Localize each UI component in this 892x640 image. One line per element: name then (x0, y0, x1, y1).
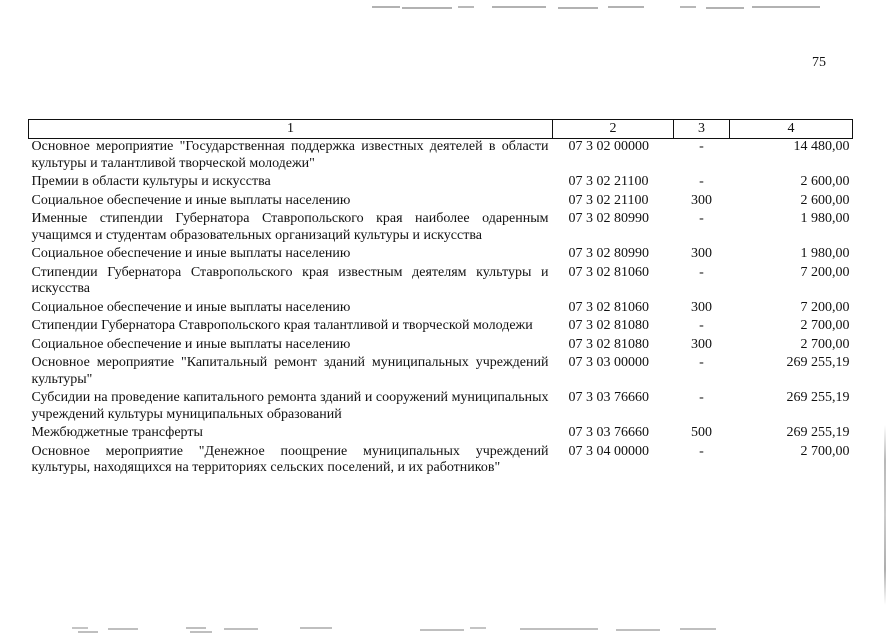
row-amount: 1 980,00 (800, 211, 850, 226)
row-amount: 2 700,00 (800, 318, 850, 333)
table-row (29, 174, 853, 193)
row-code: 07 3 02 81060 (568, 264, 649, 280)
row-type: - (699, 390, 704, 405)
row-type: 300 (691, 246, 712, 261)
row-type: - (699, 318, 704, 333)
budget-table (28, 119, 853, 479)
row-code: 07 3 02 81060 (568, 299, 649, 315)
table-row (29, 337, 853, 356)
row-name: Социальное обеспечение и иные выплаты населению (31, 336, 351, 352)
row-name: Социальное обеспечение и иные выплаты населению (31, 246, 351, 261)
row-type: - (699, 174, 704, 189)
row-name: Основное мероприятие "Государственная поддержка известных деятелей в области культуры и талантливой творческой молодежи" (31, 139, 549, 171)
scan-edge-shadow (884, 425, 886, 605)
table-row (29, 444, 853, 479)
table-row (29, 139, 853, 175)
row-type: - (699, 139, 704, 154)
table-row (29, 211, 853, 246)
row-code: 07 3 02 80990 (568, 211, 649, 226)
row-amount: 7 200,00 (800, 299, 850, 315)
table-row (29, 246, 853, 265)
row-code: 07 3 03 76660 (568, 425, 649, 440)
table-row (29, 355, 853, 390)
header-col-3: 3 (674, 120, 730, 139)
row-name: Основное мероприятие "Денежное поощрение муниципальных учреждений культуры, находящихся на территориях сельских поселений, и их работников" (31, 443, 549, 475)
row-amount: 269 255,19 (786, 355, 850, 370)
table-row (29, 318, 853, 337)
row-name: Субсидии на проведение капитального ремонта зданий и сооружений муниципальных учреждений культуры муниципальных образований (31, 390, 549, 422)
row-type: 300 (691, 299, 712, 315)
header-col-4: 4 (730, 120, 853, 139)
row-amount: 2 700,00 (800, 443, 850, 459)
row-type: - (699, 264, 704, 280)
row-name: Социальное обеспечение и иные выплаты населению (31, 192, 351, 208)
row-amount: 2 600,00 (800, 174, 850, 189)
row-code: 07 3 03 00000 (568, 355, 649, 370)
table-row (29, 265, 853, 300)
row-type: - (699, 355, 704, 370)
row-amount: 2 600,00 (800, 192, 850, 208)
header-col-1: 1 (29, 120, 553, 139)
scan-artifact-bottom (0, 624, 892, 634)
row-type: 500 (691, 425, 712, 440)
table-header-row (29, 120, 853, 139)
row-code: 07 3 02 00000 (568, 139, 649, 154)
header-col-2: 2 (553, 120, 674, 139)
row-code: 07 3 02 81080 (568, 318, 649, 333)
row-code: 07 3 02 21100 (568, 174, 649, 189)
row-type: 300 (691, 336, 712, 352)
row-code: 07 3 02 81080 (568, 336, 649, 352)
row-amount: 14 480,00 (793, 139, 850, 154)
row-code: 07 3 02 21100 (568, 192, 649, 208)
row-name: Социальное обеспечение и иные выплаты населению (31, 299, 351, 315)
table-row (29, 390, 853, 425)
row-amount: 269 255,19 (786, 425, 850, 440)
row-type: - (699, 211, 704, 226)
table-row (29, 300, 853, 319)
row-amount: 1 980,00 (800, 246, 850, 261)
row-name: Именные стипендии Губернатора Ставропольского края наиболее одаренным учащимся и студентам образовательных организаций культуры и искусства (31, 211, 549, 243)
row-name: Основное мероприятие "Капитальный ремонт зданий муниципальных учреждений культуры" (31, 355, 549, 387)
table-row (29, 425, 853, 444)
page-number: 75 (812, 55, 826, 70)
scan-artifact-top (0, 2, 892, 12)
row-code: 07 3 04 00000 (568, 443, 649, 459)
row-name: Стипендии Губернатора Ставропольского края известным деятелям культуры и искусства (31, 264, 549, 296)
row-code: 07 3 03 76660 (568, 390, 649, 405)
row-name: Межбюджетные трансферты (31, 425, 203, 440)
row-name: Стипендии Губернатора Ставропольского края талантливой и творческой молодежи (31, 318, 533, 333)
row-code: 07 3 02 80990 (568, 246, 649, 261)
row-amount: 2 700,00 (800, 336, 850, 352)
row-amount: 269 255,19 (786, 390, 850, 405)
row-amount: 7 200,00 (800, 264, 850, 280)
row-name: Премии в области культуры и искусства (31, 174, 271, 189)
table-row (29, 193, 853, 212)
row-type: - (699, 443, 704, 459)
row-type: 300 (691, 192, 712, 208)
